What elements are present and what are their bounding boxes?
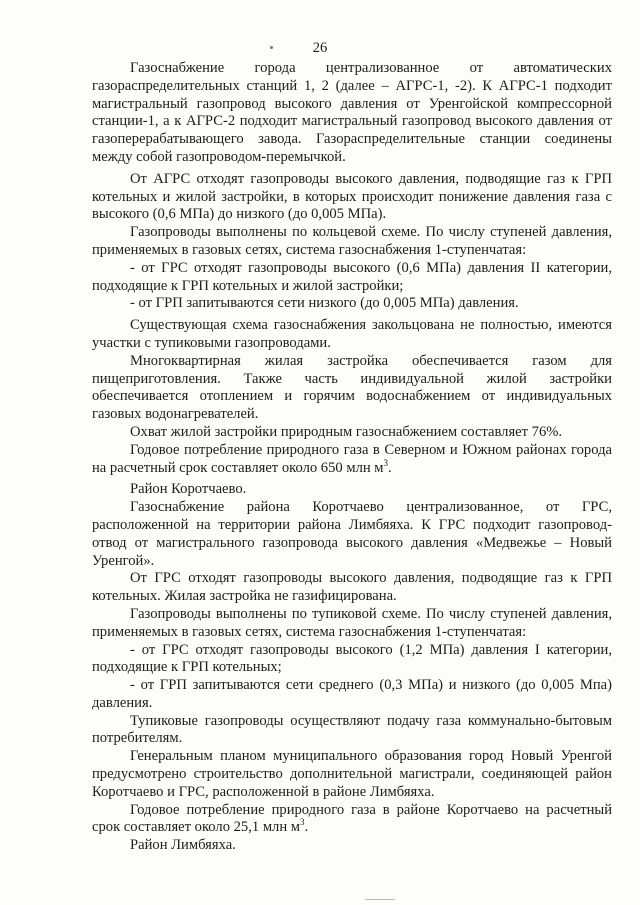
paragraph-text: - от ГРП запитываются сети среднего (0,3 МПа) и низкого (до 0,005 Мпа) давления. xyxy=(92,677,612,711)
paragraph xyxy=(92,353,612,424)
superscript: 3 xyxy=(383,457,389,468)
paragraph-text: Годовое потребление природного газа в Северном и Южном районах города на расчетный срок составляет около 650 млн м xyxy=(92,441,612,476)
paragraph xyxy=(92,837,612,855)
paragraph xyxy=(92,642,612,678)
paragraph xyxy=(92,317,612,353)
paragraph-text: Годовое потребление природного газа в районе Коротчаево на расчетный срок составляет около 25,1 млн м xyxy=(92,801,612,836)
paragraph-text: Газопроводы выполнены по тупиковой схеме. По числу ступеней давления, применяемых в газовых сетях, система газоснабжения 1-ступенчатая: xyxy=(92,605,612,640)
paragraph-tail: . xyxy=(304,819,309,836)
paragraph xyxy=(92,606,612,642)
paragraph-text: - от ГРП запитываются сети низкого (до 0,005 МПа) давления. xyxy=(130,295,519,312)
paragraph-text: От АГРС отходят газопроводы высокого давления, подводящие газ к ГРП котельных и жилой застройки, в которых происходит понижение давления газа с высокого (0,6 МПа) до низкого (до 0,005 МПа). xyxy=(92,170,612,223)
paragraph xyxy=(92,224,612,260)
scan-edge-mark xyxy=(365,899,395,900)
paragraph xyxy=(92,171,612,224)
paragraph xyxy=(92,295,612,313)
paragraph-text: Охват жилой застройки природным газоснабжением составляет 76%. xyxy=(130,423,563,440)
paragraph xyxy=(92,748,612,801)
paragraph xyxy=(92,60,612,167)
paragraph xyxy=(92,442,612,478)
page-number: 26 xyxy=(312,40,328,56)
paragraph-text: Район Лимбяяха. xyxy=(130,837,236,854)
paragraph-text: Район Коротчаево. xyxy=(130,481,247,498)
paragraph xyxy=(92,713,612,749)
document-body xyxy=(92,60,612,855)
paragraph xyxy=(92,424,612,442)
paragraph-text: Многоквартирная жилая застройка обеспечивается газом для пищеприготовления. Также часть индивидуальной жилой застройки обеспечивается отоплением и горячим водоснабжением от индивидуальных газовых водонагревателей. xyxy=(92,352,612,423)
paragraph-text: Тупиковые газопроводы осуществляют подачу газа коммунально-бытовым потребителям. xyxy=(92,712,612,747)
paragraph-text: Газоснабжение города централизованное от автоматических газораспределительных станций 1, 2 (далее – АГРС-1, -2). К АГРС-1 подходит магистральный газопровод высокого давления от Уренгойской компрессорной станции-1, а к АГРС-2 подходит магистральный газопровод высокого давления от газоперерабатывающего завода. Газораспределительные станции соединены между собой газопроводом-перемычкой. xyxy=(92,60,612,165)
paragraph xyxy=(92,677,612,713)
paragraph-text: Генеральным планом муниципального образования город Новый Уренгой предусмотрено строительство дополнительной магистрали, соединяющей район Коротчаево и ГРС, расположенной в районе Лимбяяха. xyxy=(92,748,612,800)
paragraph-tail: . xyxy=(388,459,392,476)
paragraph xyxy=(92,499,612,570)
paragraph-text: От ГРС отходят газопроводы высокого давления, подводящие газ к ГРП котельных. Жилая застройка не газифицирована. xyxy=(92,570,612,605)
paragraph-text: - от ГРС отходят газопроводы высокого (0,6 МПа) давления II категории, подходящие к ГРП котельных и жилой застройки; xyxy=(92,259,612,294)
paragraph-text: Существующая схема газоснабжения закольцована не полностью, имеются участки с тупиковыми газопроводами. xyxy=(92,317,612,351)
paragraph-text: Газоснабжение района Коротчаево централизованное, от ГРС, расположенной на территории района Лимбяяха. К ГРС подходит газопровод-отвод от магистрального газопровода высокого давления «Медвежье – Новый Уренгой». xyxy=(92,499,612,569)
paragraph xyxy=(92,260,612,296)
superscript: 3 xyxy=(300,817,305,828)
paragraph-text: - от ГРС отходят газопроводы высокого (1,2 МПа) давления I категории, подходящие к ГРП котельных; xyxy=(92,641,612,676)
paragraph xyxy=(92,802,612,838)
paragraph-text: Газопроводы выполнены по кольцевой схеме. По числу ступеней давления, применяемых в газовых сетях, система газоснабжения 1-ступенчатая: xyxy=(92,224,612,258)
paragraph xyxy=(92,570,612,606)
paragraph xyxy=(92,481,612,499)
